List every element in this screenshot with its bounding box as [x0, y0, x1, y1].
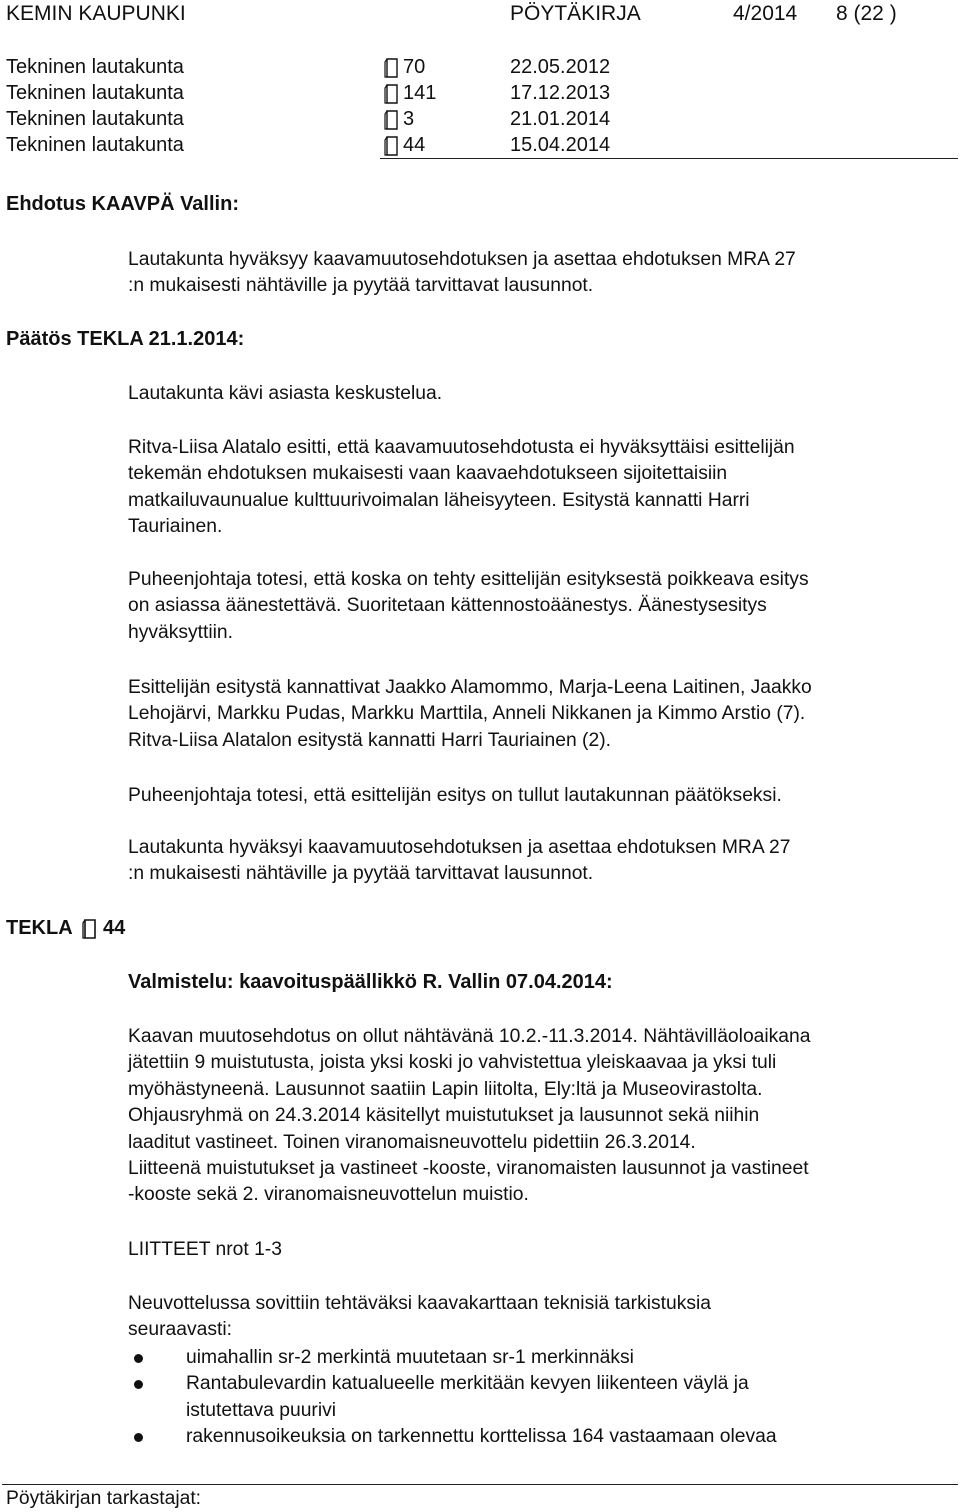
- text-line: tekemän ehdotuksen mukaisesti vaan kaavaehdotukseen sijoitettaisiin: [128, 463, 728, 485]
- preparation-paragraph: [128, 1024, 938, 1209]
- text-line: Lautakunta kävi asiasta keskustelua.: [128, 383, 443, 404]
- header-divider: [380, 158, 958, 159]
- decision-label: Päätös TEKLA 21.1.2014:: [6, 328, 245, 350]
- decision-paragraph: [128, 835, 938, 888]
- text-line: Puheenjohtaja totesi, että koska on tehty esittelijän esityksestä poikkeava esitys: [128, 569, 809, 590]
- preparation-heading: Valmistelu: kaavoituspäällikkö R. Vallin 07.04.2014:: [128, 971, 613, 993]
- section-sign-icon: [82, 919, 98, 939]
- text-line: Puheenjohtaja totesi, että esittelijän esitys on tullut lautakunnan päätökseksi.: [128, 785, 782, 806]
- text-line: Neuvottelussa sovittiin tehtäväksi kaavakarttaan teknisiä tarkistuksia: [128, 1293, 712, 1314]
- reference-body: Tekninen lautakunta: [6, 134, 184, 156]
- org-name: KEMIN KAUPUNKI: [6, 2, 186, 25]
- text-line: Rantabulevardin katualueelle merkitään kevyen liikenteen väylä ja: [186, 1373, 749, 1395]
- decision-paragraph: [128, 381, 938, 407]
- bullet-icon: [134, 1433, 143, 1442]
- text-line: istutettava puurivi: [186, 1399, 337, 1421]
- reference-date: 21.01.2014: [510, 108, 611, 130]
- reference-section: 141: [403, 82, 437, 104]
- proposal-text: [128, 247, 938, 300]
- text-line: on asiassa äänestettävä. Suoritetaan kättennostoäänestys. Äänestysesitys: [128, 595, 767, 617]
- reference-date: 15.04.2014: [510, 134, 611, 156]
- list-item: [128, 1371, 938, 1424]
- text-line: Ritva-Liisa Alatalo esitti, että kaavamuutosehdotusta ei hyväksyttäisi esittelijän: [128, 437, 795, 458]
- text-line: Lautakunta hyväksyy kaavamuutosehdotuksen ja asettaa ehdotuksen MRA 27: [128, 249, 796, 270]
- reference-body: Tekninen lautakunta: [6, 56, 184, 78]
- text-line: Liitteenä muistutukset ja vastineet -kooste, viranomaisten lausunnot ja vastineet: [128, 1158, 809, 1180]
- footer-divider: [2, 1484, 958, 1485]
- footer-label: Pöytäkirjan tarkastajat:: [6, 1488, 202, 1509]
- text-line: Esittelijän esitystä kannattivat Jaakko Alamommo, Marja-Leena Laitinen, Jaakko: [128, 677, 812, 698]
- text-line: rakennusoikeuksia on tarkennettu korttelissa 164 vastaamaan olevaa: [186, 1426, 777, 1448]
- doc-number: 4/2014: [733, 2, 798, 25]
- text-line: :n mukaisesti nähtäville ja pyytää tarvittavat lausunnot.: [128, 275, 594, 297]
- list-item: [128, 1345, 938, 1371]
- text-line: Kaavan muutosehdotus on ollut nähtävänä 10.2.-11.3.2014. Nähtävilläoloaikana: [128, 1026, 811, 1047]
- text-line: matkailuvaunualue kulttuurivoimalan läheisyyteen. Esitystä kannatti Harri: [128, 489, 750, 511]
- reference-section: 70: [403, 56, 426, 78]
- list-item: [128, 1424, 938, 1450]
- tekla-number: 44: [103, 917, 126, 939]
- text-line: seuraavasti:: [128, 1319, 232, 1341]
- page-number: 8 (22 ): [836, 2, 897, 25]
- reference-body: Tekninen lautakunta: [6, 82, 184, 104]
- section-sign-icon: [384, 136, 400, 156]
- reference-date: 17.12.2013: [510, 82, 611, 104]
- section-sign-icon: [384, 84, 400, 104]
- text-line: Tauriainen.: [128, 516, 223, 538]
- text-line: myöhästyneenä. Lausunnot saatiin Lapin liitolta, Ely:ltä ja Museovirastolta.: [128, 1078, 763, 1100]
- decision-paragraph: [128, 675, 938, 754]
- text-line: Ohjausryhmä on 24.3.2014 käsitellyt muistutukset ja lausunnot sekä niihin: [128, 1105, 760, 1127]
- text-line: laaditut vastineet. Toinen viranomaisneuvottelu pidettiin 26.3.2014.: [128, 1131, 696, 1153]
- text-line: uimahallin sr-2 merkintä muutetaan sr-1 merkinnäksi: [186, 1347, 634, 1368]
- attachments-line: [128, 1237, 938, 1263]
- decision-paragraph: [128, 783, 938, 809]
- bullet-icon: [134, 1380, 143, 1389]
- text-line: Ritva-Liisa Alatalon esitystä kannatti Harri Tauriainen (2).: [128, 729, 611, 751]
- text-line: jätettiin 9 muistutusta, joista yksi koski jo vahvistettua yleiskaavaa ja yksi tuli: [128, 1052, 777, 1074]
- bullet-list: [128, 1345, 938, 1451]
- decision-paragraph: [128, 567, 938, 646]
- text-line: Lehojärvi, Markku Pudas, Markku Marttila, Anneli Nikkanen ja Kimmo Arstio (7).: [128, 703, 806, 725]
- preparation-paragraph: [128, 1291, 938, 1344]
- text-line: hyväksyttiin.: [128, 621, 234, 643]
- text-line: :n mukaisesti nähtäville ja pyytää tarvittavat lausunnot.: [128, 863, 594, 885]
- proposal-label: Ehdotus KAAVPÄ Vallin:: [6, 193, 239, 215]
- text-line: Lautakunta hyväksyi kaavamuutosehdotuksen ja asettaa ehdotuksen MRA 27: [128, 837, 791, 858]
- bullet-icon: [134, 1354, 143, 1363]
- text-line: -kooste sekä 2. viranomaisneuvottelun muistio.: [128, 1184, 529, 1206]
- reference-body: Tekninen lautakunta: [6, 108, 184, 130]
- reference-section: 44: [403, 134, 426, 156]
- doc-type: PÖYTÄKIRJA: [510, 2, 641, 25]
- reference-section: 3: [403, 108, 415, 130]
- text-line: LIITTEET nrot 1-3: [128, 1239, 282, 1260]
- section-sign-icon: [384, 58, 400, 78]
- section-sign-icon: [384, 110, 400, 130]
- tekla-label: TEKLA: [6, 917, 73, 939]
- reference-date: 22.05.2012: [510, 56, 611, 78]
- decision-paragraph: [128, 435, 938, 541]
